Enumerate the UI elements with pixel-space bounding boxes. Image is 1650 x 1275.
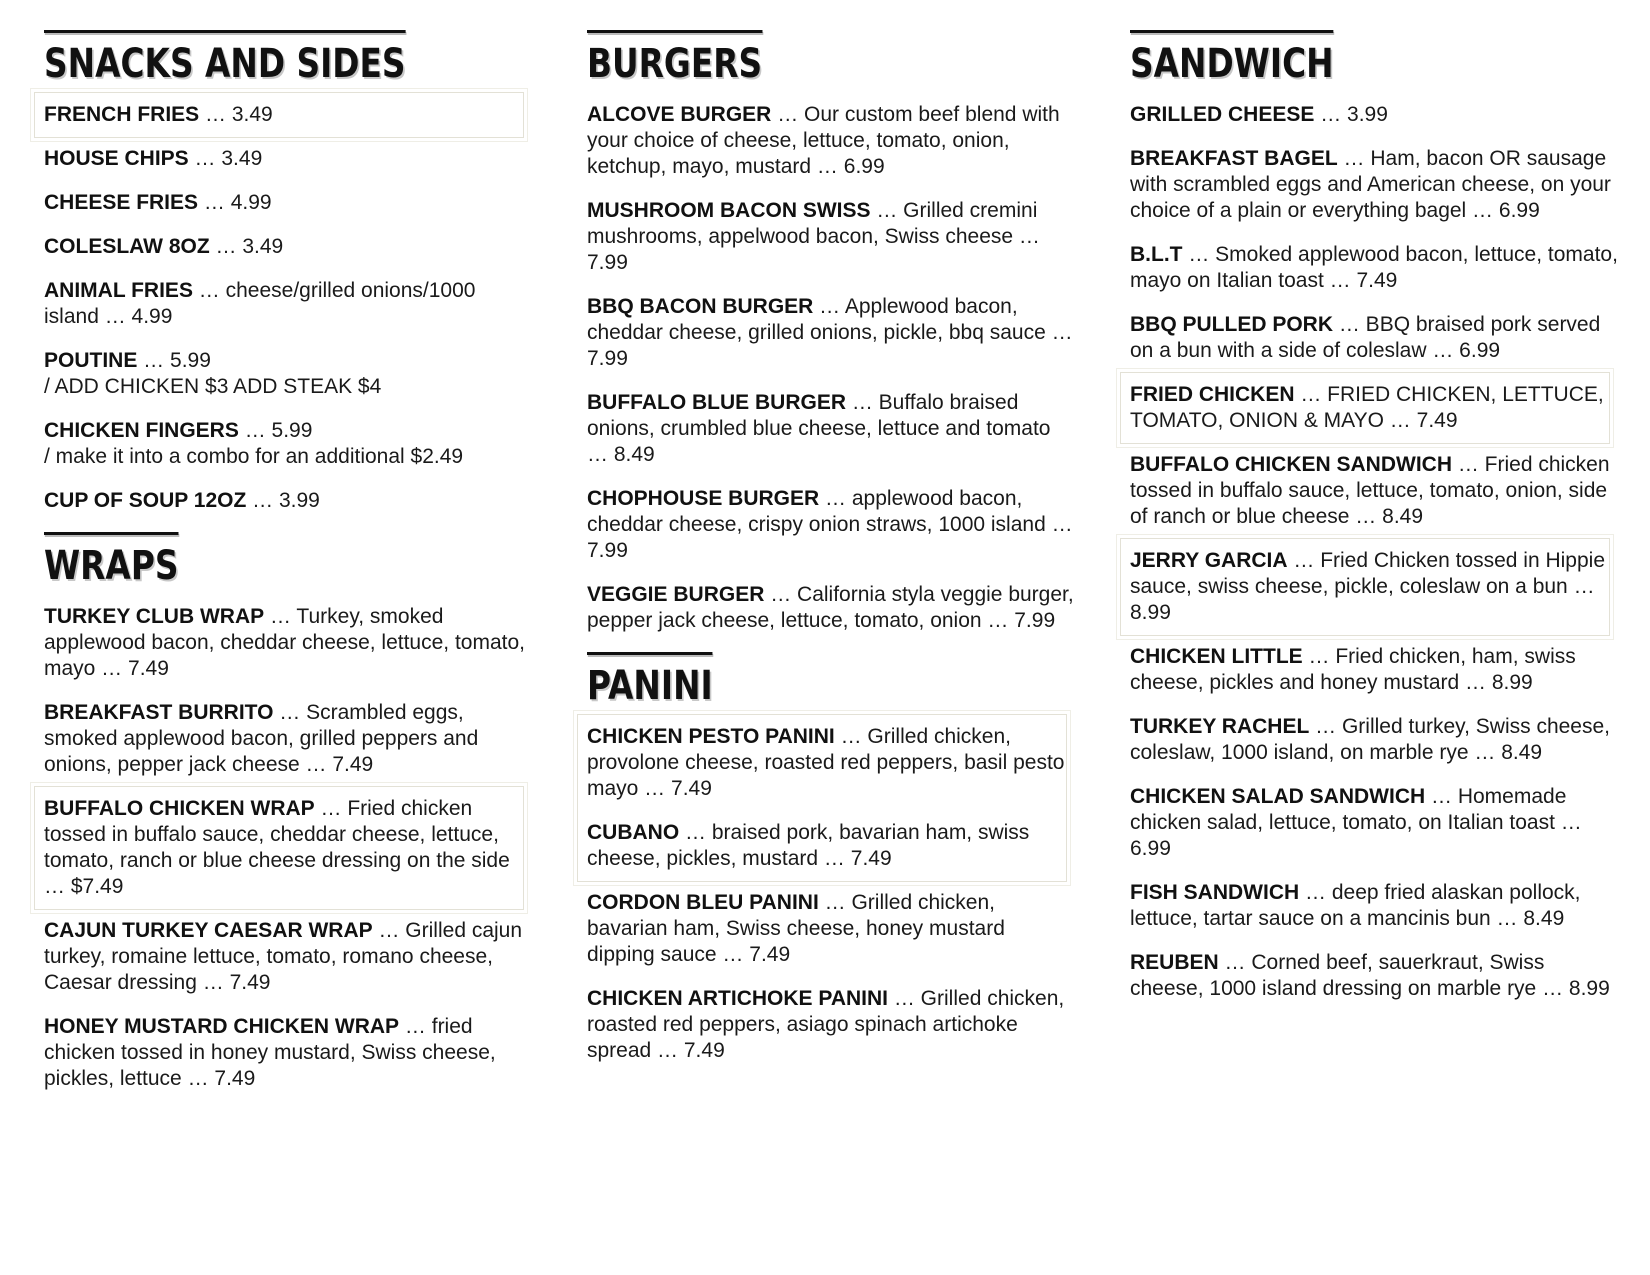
menu-item-buffalo-blue-burger: [587, 390, 1077, 468]
menu-item-name: B.L.T: [1130, 243, 1183, 266]
menu-item-breakfast-bagel: [1130, 146, 1620, 224]
menu-item-chicken-fingers: [44, 418, 534, 470]
menu-item-description: … Our custom beef blend with your choice of cheese, lettuce, tomato, onion, ketchup, mayo, mustard … 6.99: [587, 103, 1060, 178]
menu-item-jerry-garcia: [1130, 548, 1620, 626]
menu-item-description: … 3.99: [1314, 103, 1388, 126]
menu-item-description: … applewood bacon, cheddar cheese, crispy onion straws, 1000 island … 7.99: [587, 487, 1073, 562]
menu-item-name: CUBANO: [587, 821, 680, 844]
highlight-box: [587, 724, 1077, 872]
menu-item-name: REUBEN: [1130, 951, 1219, 974]
menu-item-description: … 3.49: [188, 147, 263, 170]
menu-item-chicken-salad-sandwich: [1130, 784, 1620, 862]
menu-item-poutine: [44, 348, 534, 400]
menu-item-name: TURKEY RACHEL: [1130, 715, 1310, 738]
section-title: WRAPS: [44, 532, 178, 590]
menu-item-description: … Grilled chicken, bavarian ham, Swiss cheese, honey mustard dipping sauce … 7.49: [587, 891, 1005, 966]
menu-item-name: BUFFALO BLUE BURGER: [587, 391, 846, 414]
menu-item-name: BREAKFAST BAGEL: [1130, 147, 1338, 170]
menu-item-description: … FRIED CHICKEN, LETTUCE, TOMATO, ONION & MAYO … 7.49: [1130, 383, 1604, 432]
menu-item-name: GRILLED CHEESE: [1130, 103, 1315, 126]
menu-item-french-fries: [44, 102, 534, 128]
menu-item-veggie-burger: [587, 582, 1077, 634]
menu-item-name: BBQ PULLED PORK: [1130, 313, 1334, 336]
menu-item-description: … 5.99: [137, 349, 211, 372]
menu-item-description: … braised pork, bavarian ham, swiss cheese, pickles, mustard … 7.49: [587, 821, 1030, 870]
menu-item-description: … BBQ braised pork served on a bun with a side of coleslaw … 6.99: [1130, 313, 1601, 362]
section-panini: [587, 652, 1077, 1064]
menu-item-name: BUFFALO CHICKEN WRAP: [44, 797, 315, 820]
menu-item-description: … 3.49: [199, 103, 273, 126]
menu-item-b-l-t: [1130, 242, 1620, 294]
menu-item-name: COLESLAW 8OZ: [44, 235, 210, 258]
menu-item-grilled-cheese: [1130, 102, 1620, 128]
menu-item-bbq-bacon-burger: [587, 294, 1077, 372]
menu-item-description: … Grilled turkey, Swiss cheese, coleslaw, 1000 island, on marble rye … 8.49: [1130, 715, 1611, 764]
menu-item-description: … Grilled cremini mushrooms, appelwood bacon, Swiss cheese … 7.99: [587, 199, 1040, 274]
menu-item-description: … Fried chicken tossed in buffalo sauce, cheddar cheese, lettuce, tomato, ranch or blue cheese dressing on the side … $7.49: [44, 797, 510, 898]
menu-item-name: ALCOVE BURGER: [587, 103, 772, 126]
menu-item-name: CUP OF SOUP 12OZ: [44, 489, 247, 512]
menu-item-fried-chicken: [1130, 382, 1620, 434]
menu-item-description: … Corned beef, sauerkraut, Swiss cheese, 1000 island dressing on marble rye … 8.99: [1130, 951, 1610, 1000]
menu-item-name: CHICKEN SALAD SANDWICH: [1130, 785, 1426, 808]
menu-item-fish-sandwich: [1130, 880, 1620, 932]
section-burgers: [587, 30, 1077, 634]
menu-item-name: CHOPHOUSE BURGER: [587, 487, 820, 510]
menu-item-description: … Ham, bacon OR sausage with scrambled eggs and American cheese, on your choice of a plain or everything bagel … 6.99: [1130, 147, 1611, 222]
menu-item-name: CORDON BLEU PANINI: [587, 891, 819, 914]
menu-item-turkey-rachel: [1130, 714, 1620, 766]
menu-item-coleslaw-8oz: [44, 234, 534, 260]
menu-item-chicken-artichoke-panini: [587, 986, 1077, 1064]
menu-item-animal-fries: [44, 278, 534, 330]
menu-item-note: / make it into a combo for an additional $2.49: [44, 445, 464, 468]
menu-item-name: FISH SANDWICH: [1130, 881, 1300, 904]
menu-item-description: … Fried chicken tossed in buffalo sauce, lettuce, tomato, onion, side of ranch or blue cheese … 8.49: [1130, 453, 1610, 528]
menu-item-house-chips: [44, 146, 534, 172]
menu-item-description: … deep fried alaskan pollock, lettuce, tartar sauce on a mancinis bun … 8.49: [1130, 881, 1581, 930]
menu-item-description: … Scrambled eggs, smoked applewood bacon, grilled peppers and onions, pepper jack cheese … 7.49: [44, 701, 479, 776]
menu-item-name: TURKEY CLUB WRAP: [44, 605, 265, 628]
menu-item-note: / ADD CHICKEN $3 ADD STEAK $4: [44, 375, 382, 398]
menu-item-honey-mustard-chicken-wrap: [44, 1014, 534, 1092]
menu-item-name: CHICKEN FINGERS: [44, 419, 239, 442]
menu-item-description: … cheese/grilled onions/1000 island … 4.99: [44, 279, 476, 328]
section-title: SNACKS AND SIDES: [44, 30, 406, 88]
menu-item-description: … 4.99: [198, 191, 272, 214]
menu-item-description: … Grilled chicken, provolone cheese, roasted red peppers, basil pesto mayo … 7.49: [587, 725, 1065, 800]
menu-item-name: POUTINE: [44, 349, 138, 372]
menu-item-turkey-club-wrap: [44, 604, 534, 682]
menu-item-description: … Applewood bacon, cheddar cheese, grilled onions, pickle, bbq sauce … 7.99: [587, 295, 1073, 370]
menu-item-description: … fried chicken tossed in honey mustard, Swiss cheese, pickles, lettuce … 7.49: [44, 1015, 496, 1090]
menu-item-cajun-turkey-caesar-wrap: [44, 918, 534, 996]
menu-item-description: … Buffalo braised onions, crumbled blue cheese, lettuce and tomato … 8.49: [587, 391, 1051, 466]
menu-item-cordon-bleu-panini: [587, 890, 1077, 968]
menu-column-2: [587, 30, 1077, 1082]
menu-item-description: … Grilled chicken, roasted red peppers, asiago spinach artichoke spread … 7.49: [587, 987, 1065, 1062]
menu-item-name: BUFFALO CHICKEN SANDWICH: [1130, 453, 1452, 476]
menu-item-name: CHICKEN LITTLE: [1130, 645, 1303, 668]
menu-item-chophouse-burger: [587, 486, 1077, 564]
menu-item-name: CHICKEN PESTO PANINI: [587, 725, 835, 748]
menu-item-name: VEGGIE BURGER: [587, 583, 765, 606]
menu-item-breakfast-burrito: [44, 700, 534, 778]
menu-item-name: FRIED CHICKEN: [1130, 383, 1295, 406]
section-title: PANINI: [587, 652, 713, 710]
menu-item-name: CHEESE FRIES: [44, 191, 199, 214]
menu-item-alcove-burger: [587, 102, 1077, 180]
menu-column-1: [44, 30, 534, 1110]
section-title: BURGERS: [587, 30, 762, 88]
menu-item-cheese-fries: [44, 190, 534, 216]
menu-item-description: … Fried chicken, ham, swiss cheese, pickles and honey mustard … 8.99: [1130, 645, 1576, 694]
menu-item-name: JERRY GARCIA: [1130, 549, 1288, 572]
section-snacks-and-sides: [44, 30, 534, 514]
menu-item-name: ANIMAL FRIES: [44, 279, 193, 302]
menu-item-description: … Grilled cajun turkey, romaine lettuce, tomato, romano cheese, Caesar dressing … 7.49: [44, 919, 523, 994]
section-sandwich: [1130, 30, 1620, 1002]
menu-item-mushroom-bacon-swiss: [587, 198, 1077, 276]
section-wraps: [44, 532, 534, 1092]
menu-item-description: … Fried Chicken tossed in Hippie sauce, swiss cheese, pickle, coleslaw on a bun … 8.99: [1130, 549, 1606, 624]
menu-item-name: FRENCH FRIES: [44, 103, 200, 126]
menu-item-name: CAJUN TURKEY CAESAR WRAP: [44, 919, 373, 942]
menu-item-chicken-little: [1130, 644, 1620, 696]
menu-item-name: BBQ BACON BURGER: [587, 295, 814, 318]
menu-item-cup-of-soup-12oz: [44, 488, 534, 514]
menu-item-buffalo-chicken-sandwich: [1130, 452, 1620, 530]
menu-item-cubano: [587, 820, 1077, 872]
menu-item-bbq-pulled-pork: [1130, 312, 1620, 364]
menu-item-name: MUSHROOM BACON SWISS: [587, 199, 871, 222]
menu-item-description: … 5.99: [238, 419, 313, 442]
menu-item-description: … Turkey, smoked applewood bacon, cheddar cheese, lettuce, tomato, mayo … 7.49: [44, 605, 525, 680]
menu-item-name: HONEY MUSTARD CHICKEN WRAP: [44, 1015, 400, 1038]
menu-item-name: CHICKEN ARTICHOKE PANINI: [587, 987, 889, 1010]
menu-item-description: … California styla veggie burger, pepper jack cheese, lettuce, tomato, onion … 7.99: [587, 583, 1074, 632]
menu-column-3: [1130, 30, 1620, 1020]
section-title: SANDWICH: [1130, 30, 1334, 88]
menu-item-description: … Homemade chicken salad, lettuce, tomato, on Italian toast … 6.99: [1130, 785, 1582, 860]
menu-item-name: BREAKFAST BURRITO: [44, 701, 274, 724]
menu-item-name: HOUSE CHIPS: [44, 147, 189, 170]
menu-item-description: … 3.49: [209, 235, 284, 258]
menu-item-chicken-pesto-panini: [587, 724, 1077, 802]
menu-item-description: … Smoked applewood bacon, lettuce, tomato, mayo on Italian toast … 7.49: [1130, 243, 1618, 292]
menu-item-reuben: [1130, 950, 1620, 1002]
menu-item-buffalo-chicken-wrap: [44, 796, 534, 900]
menu-item-description: … 3.99: [246, 489, 320, 512]
